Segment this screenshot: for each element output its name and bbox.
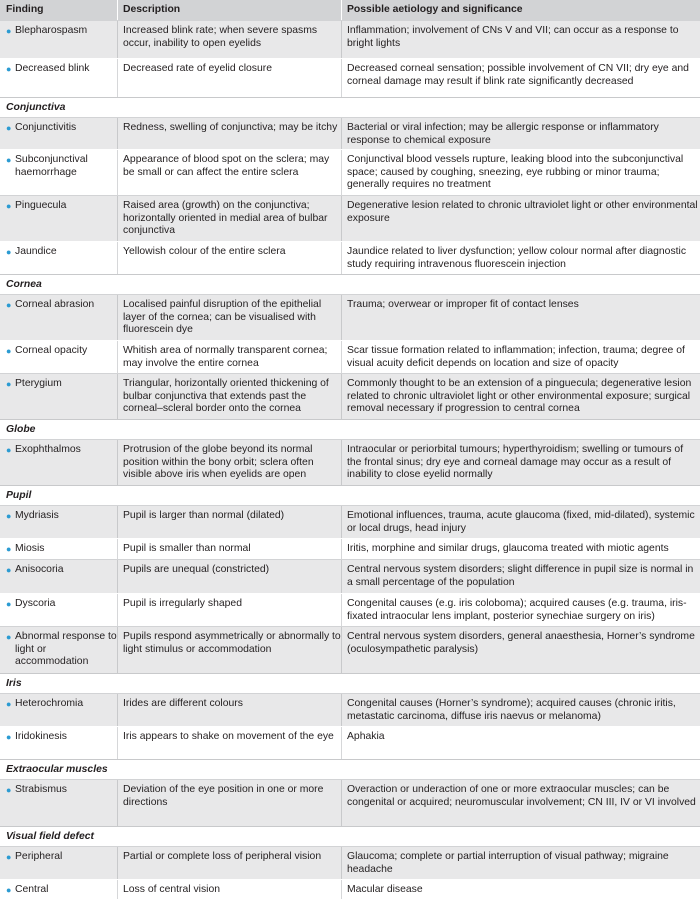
aetiology-cell: Conjunctival blood vessels rupture, leaking blood into the subconjunctival space; caused by coughing, sneezing, eye rubbing or minor trauma; generally requires no treatment (347, 154, 684, 191)
aetiology-cell: Overaction or underaction of one or more extraocular muscles; can be congenital or acquired; neuromuscular involvement; CN III, IV or VI involved (347, 784, 696, 808)
bullet-icon: ● (6, 565, 12, 575)
description-cell: Pupil is larger than normal (dilated) (118, 506, 342, 538)
aetiology-cell: Jaundice related to liver dysfunction; yellow colour normal after diagnostic study requiring intravenous fluorescein injection (347, 246, 687, 270)
bullet-icon: ● (6, 379, 12, 389)
finding-text: Subconjunctival haemorrhage (15, 154, 88, 178)
description-cell: Decreased rate of eyelid closure (118, 59, 342, 97)
description-cell: Redness, swelling of conjunctiva; may be itchy (118, 118, 342, 149)
bullet-icon: ● (6, 599, 12, 609)
aetiology-cell: Central nervous system disorders; slight difference in pupil size is normal in a small percentage of the population (347, 564, 694, 588)
description-cell: Whitish area of normally transparent cornea; may involve the entire cornea (118, 341, 342, 373)
table-row (0, 593, 700, 626)
finding-cell (0, 242, 118, 274)
bullet-icon: ● (6, 544, 12, 554)
aetiology-cell: Degenerative lesion related to chronic ultraviolet light or other environmental exposure (347, 200, 698, 224)
finding-cell (0, 118, 118, 149)
finding-text: Strabismus (15, 784, 67, 795)
bullet-icon: ● (6, 346, 12, 356)
table-row (0, 149, 700, 195)
finding-text: Corneal abrasion (15, 299, 95, 310)
bullet-icon: ● (6, 64, 12, 74)
table-row (0, 340, 700, 373)
aetiology-cell: Aphakia (347, 731, 385, 742)
bullet-icon: ● (6, 26, 12, 36)
description-cell: Deviation of the eye position in one or more directions (118, 780, 342, 826)
section-heading: Globe (0, 419, 700, 439)
finding-cell (0, 196, 118, 241)
finding-cell (0, 440, 118, 485)
finding-text: Jaundice (15, 246, 57, 257)
finding-cell (0, 727, 118, 759)
finding-cell (0, 539, 118, 559)
finding-cell (0, 59, 118, 97)
finding-text: Decreased blink (15, 63, 90, 74)
header-finding: Finding (0, 0, 118, 20)
aetiology-cell: Scar tissue formation related to inflammation; infection, trauma; degree of visual acuity deficit depends on location and size of opacity (347, 345, 685, 369)
bullet-icon: ● (6, 201, 12, 211)
section-heading: Cornea (0, 274, 700, 294)
aetiology-cell: Congenital causes (e.g. iris coloboma); acquired causes (e.g. trauma, iris-fixated intraocular lens implant, posterior synechiae surgery on iris) (347, 598, 687, 622)
table-row (0, 879, 700, 899)
table-row (0, 241, 700, 274)
description-cell: Protrusion of the globe beyond its normal position within the bony orbit; sclera often visible above iris when eyelids are open (118, 440, 342, 485)
aetiology-cell: Intraocular or periorbital tumours; hyperthyroidism; swelling or tumours of the frontal sinus; dry eye and corneal damage may occur as a result of inability to close eyelid normally (347, 444, 684, 481)
finding-text: Pinguecula (15, 200, 67, 211)
finding-text: Corneal opacity (15, 345, 88, 356)
table-row (0, 559, 700, 593)
finding-cell (0, 880, 118, 899)
finding-text: Anisocoria (15, 564, 64, 575)
finding-text: Pterygium (15, 378, 62, 389)
aetiology-cell: Emotional influences, trauma, acute glaucoma (fixed, mid-dilated), systemic or local drugs, head injury (347, 510, 695, 534)
table-row (0, 195, 700, 241)
bullet-icon: ● (6, 123, 12, 133)
finding-text: Iridokinesis (15, 731, 67, 742)
bullet-icon: ● (6, 699, 12, 709)
finding-text: Heterochromia (15, 698, 84, 709)
description-cell: Yellowish colour of the entire sclera (118, 242, 342, 274)
finding-cell (0, 374, 118, 419)
bullet-icon: ● (6, 300, 12, 310)
finding-text: Abnormal response to light or accommodation (15, 631, 117, 668)
description-cell: Iris appears to shake on movement of the eye (118, 727, 342, 759)
bullet-icon: ● (6, 785, 12, 795)
table-row (0, 58, 700, 97)
bullet-icon: ● (6, 247, 12, 257)
bullet-icon: ● (6, 155, 12, 165)
finding-cell (0, 594, 118, 626)
bullet-icon: ● (6, 732, 12, 742)
finding-text: Dyscoria (15, 598, 56, 609)
aetiology-cell: Iritis, morphine and similar drugs, glaucoma treated with miotic agents (347, 543, 669, 554)
description-cell: Triangular, horizontally oriented thickening of bulbar conjunctiva that extends past the corneal–scleral border onto the cornea (118, 374, 342, 419)
description-cell: Raised area (growth) on the conjunctiva; horizontally oriented in medial area of bulbar conjunctiva (118, 196, 342, 241)
description-cell: Localised painful disruption of the epithelial layer of the cornea; can be visualised with fluorescein dye (118, 295, 342, 340)
section-heading: Pupil (0, 485, 700, 505)
section-heading: Conjunctiva (0, 97, 700, 117)
finding-cell (0, 694, 118, 726)
description-cell: Pupils are unequal (constricted) (118, 560, 342, 593)
description-cell: Pupil is smaller than normal (118, 539, 342, 559)
table-row (0, 693, 700, 726)
table-row (0, 846, 700, 879)
finding-cell (0, 560, 118, 593)
description-cell: Increased blink rate; when severe spasms occur, inability to open eyelids (118, 21, 342, 58)
table-header-row (0, 0, 700, 20)
aetiology-cell: Decreased corneal sensation; possible involvement of CN VII; dry eye and corneal damage may result if blink rate significantly decreased (347, 63, 689, 87)
aetiology-cell: Commonly thought to be an extension of a pinguecula; degenerative lesion related to chronic ultraviolet light or other environmental exposure; surgical removal necessary if progression to central cornea (347, 378, 692, 415)
section-heading: Extraocular muscles (0, 759, 700, 779)
table-row (0, 505, 700, 538)
finding-text: Conjunctivitis (15, 122, 77, 133)
description-cell: Pupils respond asymmetrically or abnormally to light stimulus or accommodation (118, 627, 342, 673)
finding-text: Central (15, 884, 49, 895)
bullet-icon: ● (6, 852, 12, 862)
bullet-icon: ● (6, 885, 12, 895)
description-cell: Partial or complete loss of peripheral vision (118, 847, 342, 879)
bullet-icon: ● (6, 445, 12, 455)
finding-cell (0, 627, 118, 673)
aetiology-cell: Inflammation; involvement of CNs V and VII; can occur as a response to bright lights (347, 25, 679, 49)
finding-cell (0, 295, 118, 340)
finding-cell (0, 780, 118, 826)
finding-cell (0, 341, 118, 373)
table-row (0, 294, 700, 340)
finding-text: Miosis (15, 543, 45, 554)
aetiology-cell: Congenital causes (Horner’s syndrome); acquired causes (chronic iritis, metastatic carcinoma, diffuse iris naevus or melanoma) (347, 698, 676, 722)
table-row (0, 726, 700, 759)
table-row (0, 538, 700, 559)
finding-text: Mydriasis (15, 510, 59, 521)
table-row (0, 117, 700, 149)
aetiology-cell: Macular disease (347, 884, 423, 895)
bullet-icon: ● (6, 511, 12, 521)
aetiology-cell: Bacterial or viral infection; may be allergic response or inflammatory response to chemical exposure (347, 122, 659, 146)
aetiology-cell: Glaucoma; complete or partial interruption of visual pathway; migraine headache (347, 851, 669, 875)
finding-cell (0, 21, 118, 58)
bullet-icon: ● (6, 632, 12, 642)
finding-text: Blepharospasm (15, 25, 88, 36)
finding-text: Peripheral (15, 851, 63, 862)
table-row (0, 439, 700, 485)
header-aetiology: Possible aetiology and significance (347, 4, 523, 15)
section-heading: Iris (0, 673, 700, 693)
section-heading: Visual field defect (0, 826, 700, 846)
finding-text: Exophthalmos (15, 444, 81, 455)
table-row (0, 779, 700, 826)
table-row (0, 373, 700, 419)
table-row (0, 20, 700, 58)
finding-cell (0, 847, 118, 879)
description-cell: Pupil is irregularly shaped (118, 594, 342, 626)
description-cell: Appearance of blood spot on the sclera; may be small or can affect the entire sclera (118, 150, 342, 195)
aetiology-cell: Central nervous system disorders, general anaesthesia, Horner’s syndrome (oculosympathetic paralysis) (347, 631, 695, 655)
header-description: Description (118, 0, 342, 20)
description-cell: Irides are different colours (118, 694, 342, 726)
finding-cell (0, 150, 118, 195)
table-row (0, 626, 700, 673)
finding-cell (0, 506, 118, 538)
aetiology-cell: Trauma; overwear or improper fit of contact lenses (347, 299, 579, 310)
table-body (0, 20, 700, 899)
description-cell: Loss of central vision (118, 880, 342, 899)
